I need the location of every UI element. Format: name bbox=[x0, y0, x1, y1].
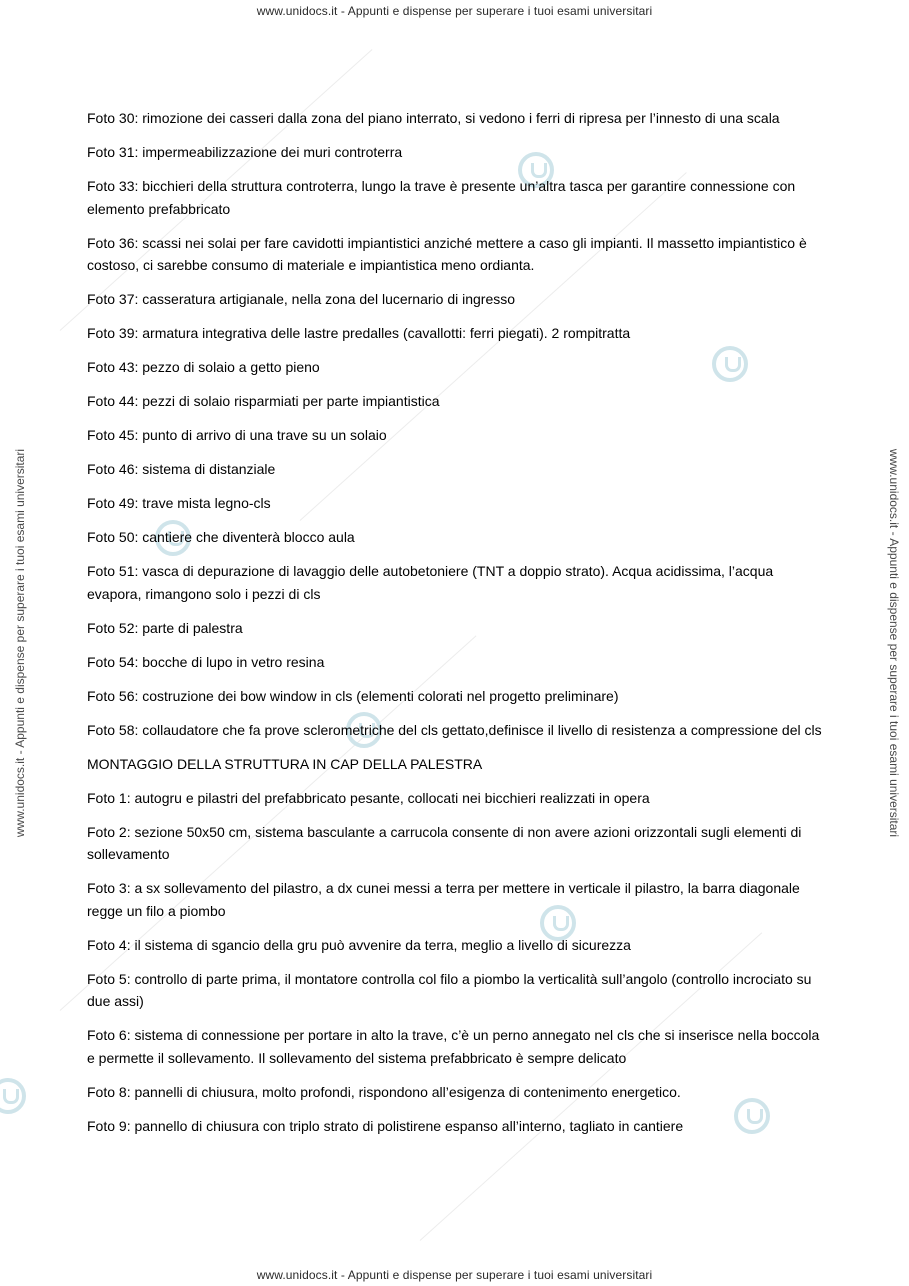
paragraph: Foto 52: parte di palestra bbox=[87, 619, 243, 636]
paragraph: Foto 31: impermeabilizzazione dei muri controterra bbox=[87, 144, 403, 160]
section-heading: MONTAGGIO DELLA STRUTTURA IN CAP DELLA PALESTRA bbox=[87, 755, 483, 772]
paragraph: Foto 6: sistema di connessione per portare in alto la trave, c’è un perno annegato nel cls che si inserisce nella boccola e permette il sollevamento. Il sollevamento del sistema prefabbricato è sempre delicato bbox=[87, 1027, 820, 1066]
watermark-top-banner: www.unidocs.it - Appunti e dispense per superare i tuoi esami universitari bbox=[256, 4, 653, 18]
paragraph: Foto 9: pannello di chiusura con triplo strato di polistirene espanso all’interno, tagliato in cantiere bbox=[87, 1117, 684, 1134]
paragraph: Foto 3: a sx sollevamento del pilastro, a dx cunei messi a terra per mettere in verticale il pilastro, la barra diagonale regge un filo a piombo bbox=[87, 880, 800, 919]
paragraph: Foto 2: sezione 50x50 cm, sistema basculante a carrucola consente di non avere azioni orizzontali sugli elementi di sollevamento bbox=[87, 823, 802, 862]
paragraph: Foto 39: armatura integrativa delle lastre predalles (cavallotti: ferri piegati). 2 rompitratta bbox=[87, 325, 631, 341]
paragraph: Foto 33: bicchieri della struttura controterra, lungo la trave è presente un’altra tasca per garantire connessione con elemento prefabbricato bbox=[87, 178, 796, 217]
paragraph: Foto 8: pannelli di chiusura, molto profondi, rispondono all’esigenza di contenimento energetico. bbox=[87, 1083, 681, 1100]
paragraph: Foto 36: scassi nei solai per fare cavidotti impiantistici anziché mettere a caso gli impianti. Il massetto impiantistico è costoso, ci sarebbe consumo di materiale e impiantistica meno ordianta. bbox=[87, 234, 807, 273]
paragraph: Foto 51: vasca di depurazione di lavaggio delle autobetoniere (TNT a doppio strato). Acqua acidissima, l’acqua evapora, rimangono solo i pezzi di cls bbox=[87, 563, 774, 602]
paragraph: Foto 43: pezzo di solaio a getto pieno bbox=[87, 359, 320, 375]
paragraph: Foto 49: trave mista legno-cls bbox=[87, 495, 271, 511]
paragraph: Foto 44: pezzi di solaio risparmiati per parte impiantistica bbox=[87, 393, 440, 409]
paragraph: Foto 46: sistema di distanziale bbox=[87, 461, 276, 477]
document-body bbox=[87, 107, 822, 1149]
paragraph: Foto 30: rimozione dei casseri dalla zona del piano interrato, si vedono i ferri di ripresa per l’innesto di una scala bbox=[87, 110, 780, 126]
watermark-logo-icon bbox=[0, 1078, 26, 1114]
watermark-right-vertical: www.unidocs.it - Appunti e dispense per superare i tuoi esami universitari bbox=[887, 448, 901, 838]
paragraph: Foto 45: punto di arrivo di una trave su un solaio bbox=[87, 427, 387, 443]
paragraph: Foto 5: controllo di parte prima, il montatore controlla col filo a piombo la verticalità sull’angolo (controllo incrociato su due assi) bbox=[87, 970, 812, 1009]
paragraph: Foto 37: casseratura artigianale, nella zona del lucernario di ingresso bbox=[87, 291, 516, 307]
paragraph: Foto 4: il sistema di sgancio della gru può avvenire da terra, meglio a livello di sicurezza bbox=[87, 936, 631, 953]
paragraph: Foto 50: cantiere che diventerà blocco aula bbox=[87, 529, 355, 545]
watermark-left-vertical: www.unidocs.it - Appunti e dispense per superare i tuoi esami universitari bbox=[13, 448, 27, 838]
paragraph: Foto 54: bocche di lupo in vetro resina bbox=[87, 653, 325, 670]
watermark-bottom-banner: www.unidocs.it - Appunti e dispense per superare i tuoi esami universitari bbox=[256, 1268, 653, 1282]
paragraph: Foto 58: collaudatore che fa prove sclerometriche del cls gettato,definisce il livello di resistenza a compressione del cls bbox=[87, 721, 822, 738]
paragraph: Foto 56: costruzione dei bow window in cls (elementi colorati nel progetto preliminare) bbox=[87, 687, 619, 704]
paragraph: Foto 1: autogru e pilastri del prefabbricato pesante, collocati nei bicchieri realizzati in opera bbox=[87, 789, 650, 806]
